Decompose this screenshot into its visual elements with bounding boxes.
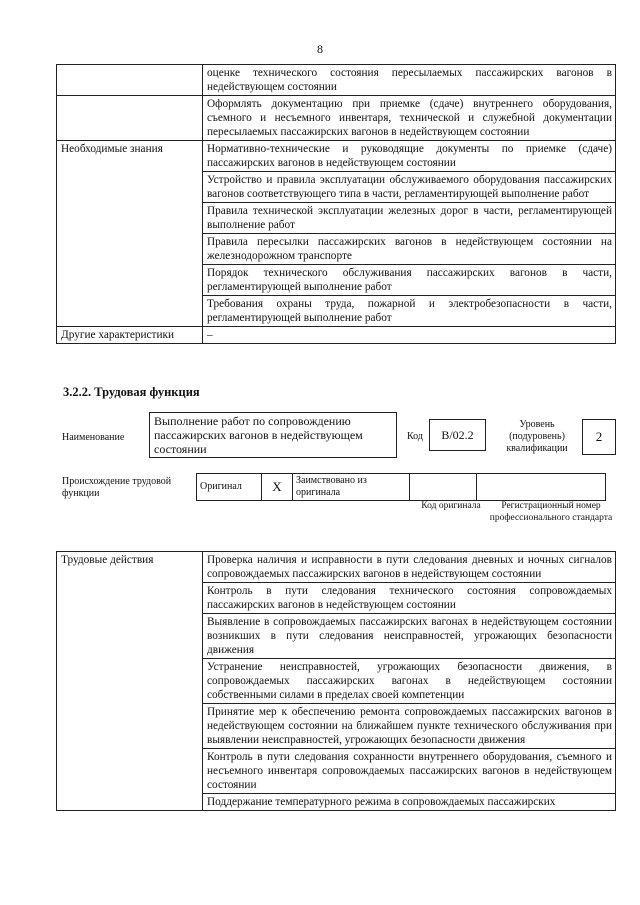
- table-cell: Устранение неисправностей, угрожающих безопасности движения, в сопровождаемых пассажирских вагонах в недействующем состоянии собственными силами в пределах своей компетенции: [203, 659, 616, 704]
- empty-label-cell: [57, 96, 203, 141]
- table-cell: Нормативно-технические и руководящие документы по приемке (сдаче) пассажирских вагонов в недействующем состоянии: [203, 141, 616, 172]
- other-label: Другие характеристики: [57, 327, 203, 344]
- page-number: 8: [317, 42, 323, 56]
- name-value: Выполнение работ по сопровождению пассажирских вагонов в недействующем состоянии: [149, 412, 397, 458]
- table-cell: Правила пересылки пассажирских вагонов в недействующем состоянии на железнодорожном транспорте: [203, 234, 616, 265]
- original-label: Оригинал: [197, 474, 262, 501]
- table-cell: Поддержание температурного режима в сопровождаемых пассажирских: [203, 794, 616, 811]
- table-cell: Принятие мер к обеспечению ремонта сопровождаемых пассажирских вагонов в недействующем состоянии на ближайшем пункте технического обслуживания при выявлении неисправностей, угрожающих безопасности движения: [203, 704, 616, 749]
- knowledge-table: [56, 64, 616, 344]
- original-mark: X: [262, 474, 293, 501]
- empty-label-cell: [57, 65, 203, 96]
- table-cell: Контроль в пути следования технического состояния сопровождаемых пассажирских вагонов в недействующем состоянии: [203, 583, 616, 614]
- table-cell: Оформлять документацию при приемке (сдаче) внутреннего оборудования, съемного и несъемного инвентаря, технической и служебной документации пересылаемых пассажирских вагонов в недействующем состоянии: [203, 96, 616, 141]
- reg-number-caption: Регистрационный номер профессионального стандарта: [489, 501, 613, 523]
- origin-row: [196, 473, 606, 501]
- table-cell: оценке технического состояния пересылаемых пассажирских вагонов в недействующем состоянии: [203, 65, 616, 96]
- level-label: Уровень (подуровень) квалификации: [506, 419, 568, 454]
- knowledge-label: Необходимые знания: [57, 141, 203, 327]
- reg-number-cell: [477, 474, 606, 501]
- table-cell: Устройство и правила эксплуатации обслуживаемого оборудования пассажирских вагонов соответствующего типа в части, регламентирующей выполнение работ: [203, 172, 616, 203]
- actions-label: Трудовые действия: [57, 552, 203, 811]
- table-cell: Проверка наличия и исправности в пути следования дневных и ночных сигналов сопровождаемых пассажирских вагонов в недействующем состоянии: [203, 552, 616, 583]
- section-heading: 3.2.2. Трудовая функция: [63, 385, 200, 399]
- actions-table: [56, 551, 616, 811]
- level-value: 2: [582, 419, 616, 455]
- table-cell: Порядок технического обслуживания пассажирских вагонов в части, регламентирующей выполнение работ: [203, 265, 616, 296]
- table-cell: Контроль в пути следования сохранности внутреннего оборудования, съемного и несъемного инвентаря сопровождаемых пассажирских вагонов в недействующем состоянии: [203, 749, 616, 794]
- code-value: В/02.2: [429, 419, 486, 451]
- table-cell: Выявление в сопровождаемых пассажирских вагонах в недействующем состоянии возникших в пути следования неисправностей, угрожающих безопасности движения: [203, 614, 616, 659]
- origin-label: Происхождение трудовой функции: [62, 476, 172, 499]
- code-label: Код: [407, 431, 423, 442]
- name-label: Наименование: [62, 432, 125, 443]
- borrowed-label: Заимствовано из оригинала: [293, 474, 410, 501]
- code-original-cell: [410, 474, 477, 501]
- other-value: –: [203, 327, 616, 344]
- table-cell: Требования охраны труда, пожарной и электробезопасности в части, регламентирующей выполнение работ: [203, 296, 616, 327]
- code-original-caption: Код оригинала: [421, 501, 481, 511]
- table-cell: Правила технической эксплуатации железных дорог в части, регламентирующей выполнение работ: [203, 203, 616, 234]
